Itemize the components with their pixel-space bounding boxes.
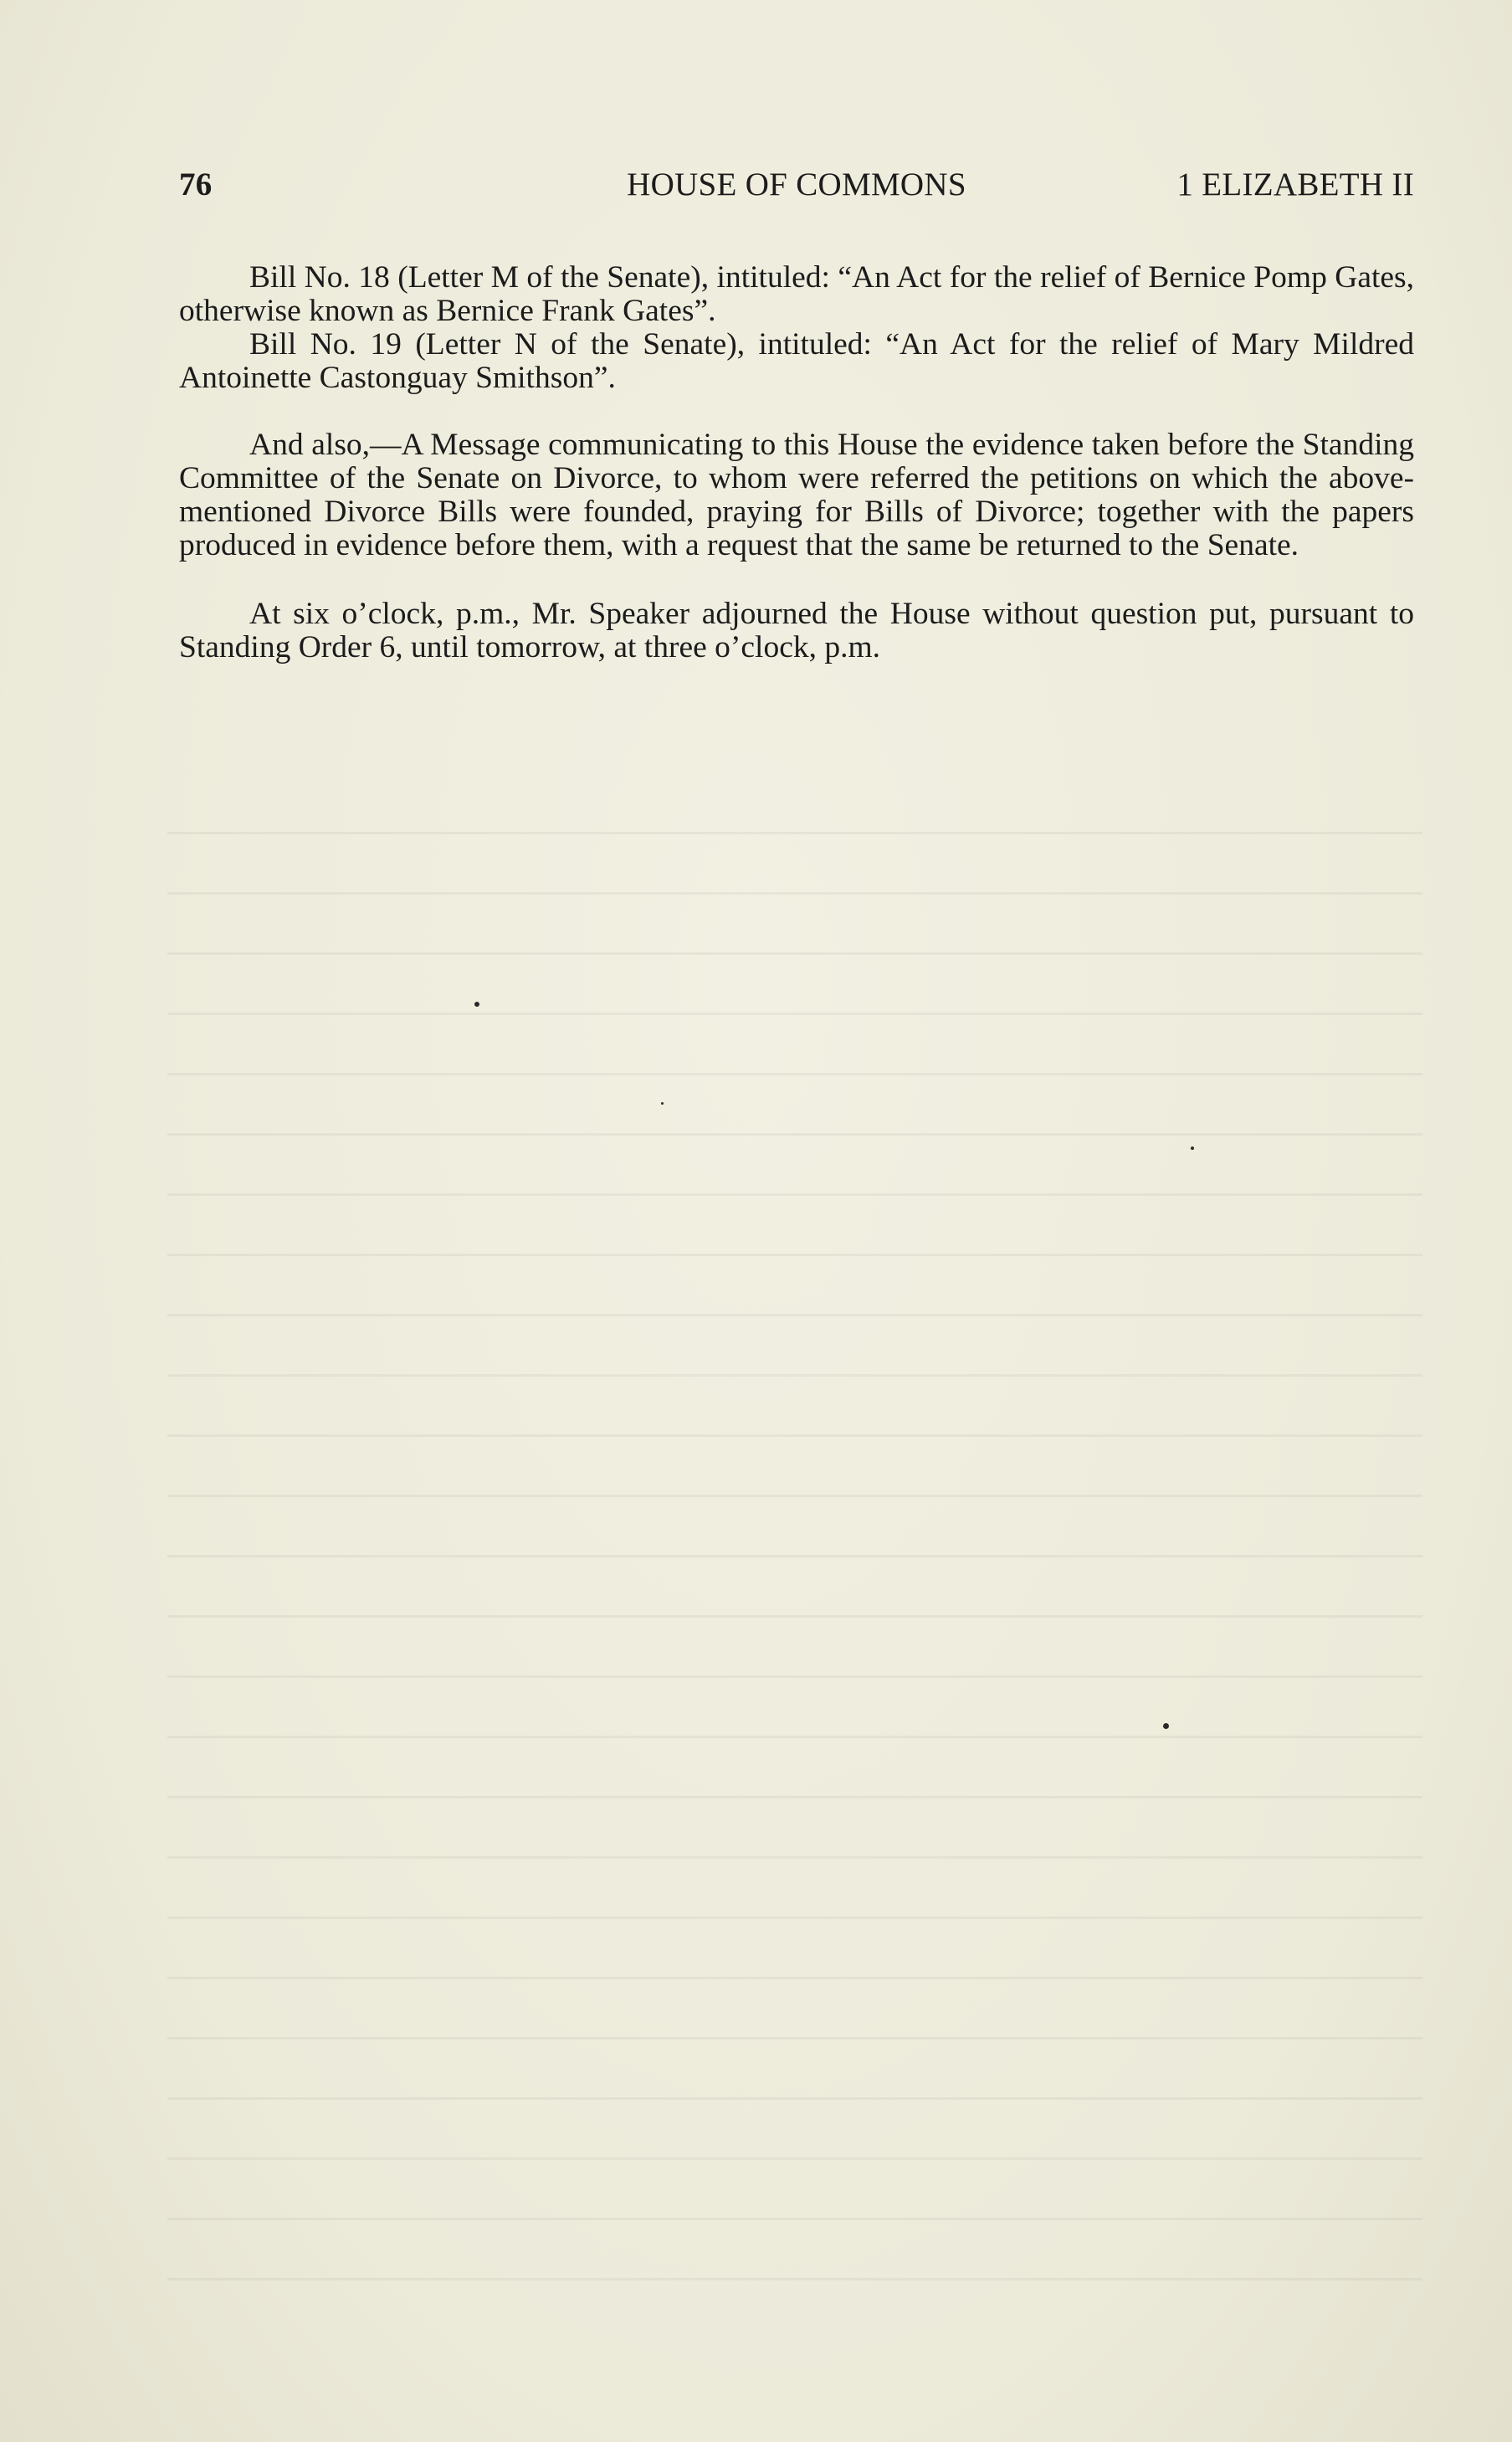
senate-message-paragraph: And also,—A Message communicating to this House the evidence taken before the Standing Committee of the Senate on Divorce, to whom were referred the petitions on which the above-mentioned Divorce Bills were founded, praying for Bills of Divorce; together with the papers produced in evidence before them, with a request that the same be returned to the Senate. [179,428,1414,562]
show-through-texture [167,803,1422,2310]
bill-entry-19: Bill No. 19 (Letter N of the Senate), intituled: “An Act for the relief of Mary Mildred Antoinette Castonguay Smithson”. [179,327,1414,395]
page-number: 76 [179,167,213,203]
ink-speck [474,1002,479,1007]
bill-entry-18: Bill No. 18 (Letter M of the Senate), intituled: “An Act for the relief of Bernice Pomp Gates, otherwise known as Bernice Frank Gates”. [179,260,1414,328]
ink-speck [661,1102,664,1105]
page-header [179,166,1414,208]
regnal-year: 1 ELIZABETH II [1176,167,1414,203]
ink-speck [1191,1147,1194,1150]
page-body [179,261,1414,664]
running-title: HOUSE OF COMMONS [627,167,966,203]
adjournment-paragraph: At six o’clock, p.m., Mr. Speaker adjourned the House without question put, pursuant to Standing Order 6, until tomorrow, at three o’clock, p.m. [179,597,1414,664]
ink-speck [1163,1723,1169,1729]
